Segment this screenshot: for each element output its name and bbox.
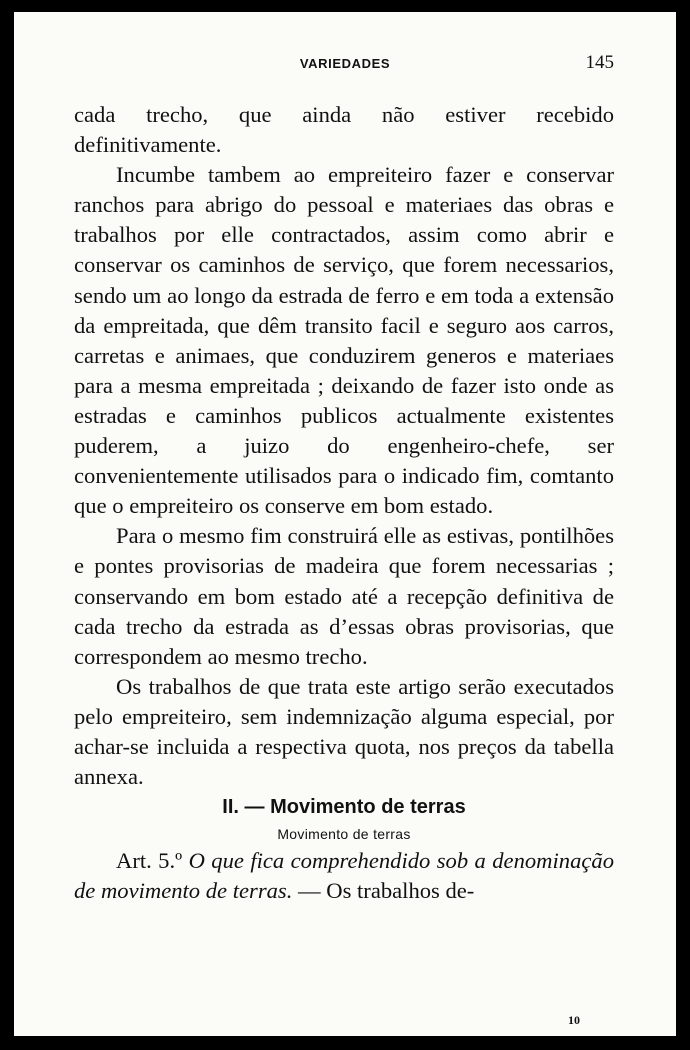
article-text: — Os trabalhos de-	[298, 878, 475, 904]
article-italic-heading: O que fica comprehendido sob a denominação de movimento de terras.	[74, 848, 614, 904]
page-number: 145	[585, 52, 614, 73]
paragraph-continued: cada trecho, que ainda não estiver recebido definitivamente.	[74, 102, 614, 158]
body-text	[74, 100, 614, 906]
page-header	[14, 52, 676, 78]
running-title: VARIEDADES	[299, 56, 391, 71]
paragraph: Incumbe tambem ao empreiteiro fazer e conservar ranchos para abrigo do pessoal e materiaes das obras e trabalhos por elle contractados, assim como abrir e conservar os caminhos de serviço, que forem necessarios, sendo um ao longo da estrada de ferro e em toda a extensão da empreitada, que dêm transito facil e seguro aos carros, carretas e animaes, que conduzirem generos e materiaes para a mesma empreitada ; deixando de fazer isto onde as estradas e caminhos publicos actualmente existentes puderem, a juizo do engenheiro-chefe, ser convenientemente utilisados para o indicado fim, comtanto que o empreiteiro os conserve em bom estado.	[74, 162, 614, 519]
signature-mark: 10	[568, 1013, 580, 1027]
article-label: Art. 5.º	[116, 848, 183, 874]
book-page	[14, 12, 676, 1036]
paragraph: Para o mesmo fim construirá elle as estivas, pontilhões e pontes provisorias de madeira que forem necessarias ; conservando em bom estado até a recepção definitiva de cada trecho da estrada as d’essas obras provisorias, que correspondem ao mesmo trecho.	[74, 523, 614, 669]
paragraph: Os trabalhos de que trata este artigo serão executados pelo empreiteiro, sem indemnização alguma especial, por achar-se incluida a respectiva quota, nos preços da tabella annexa.	[74, 673, 614, 790]
section-subtitle: Movimento de terras	[277, 826, 411, 843]
section-title: II. — Movimento de terras	[222, 796, 466, 819]
article-paragraph	[74, 846, 614, 906]
